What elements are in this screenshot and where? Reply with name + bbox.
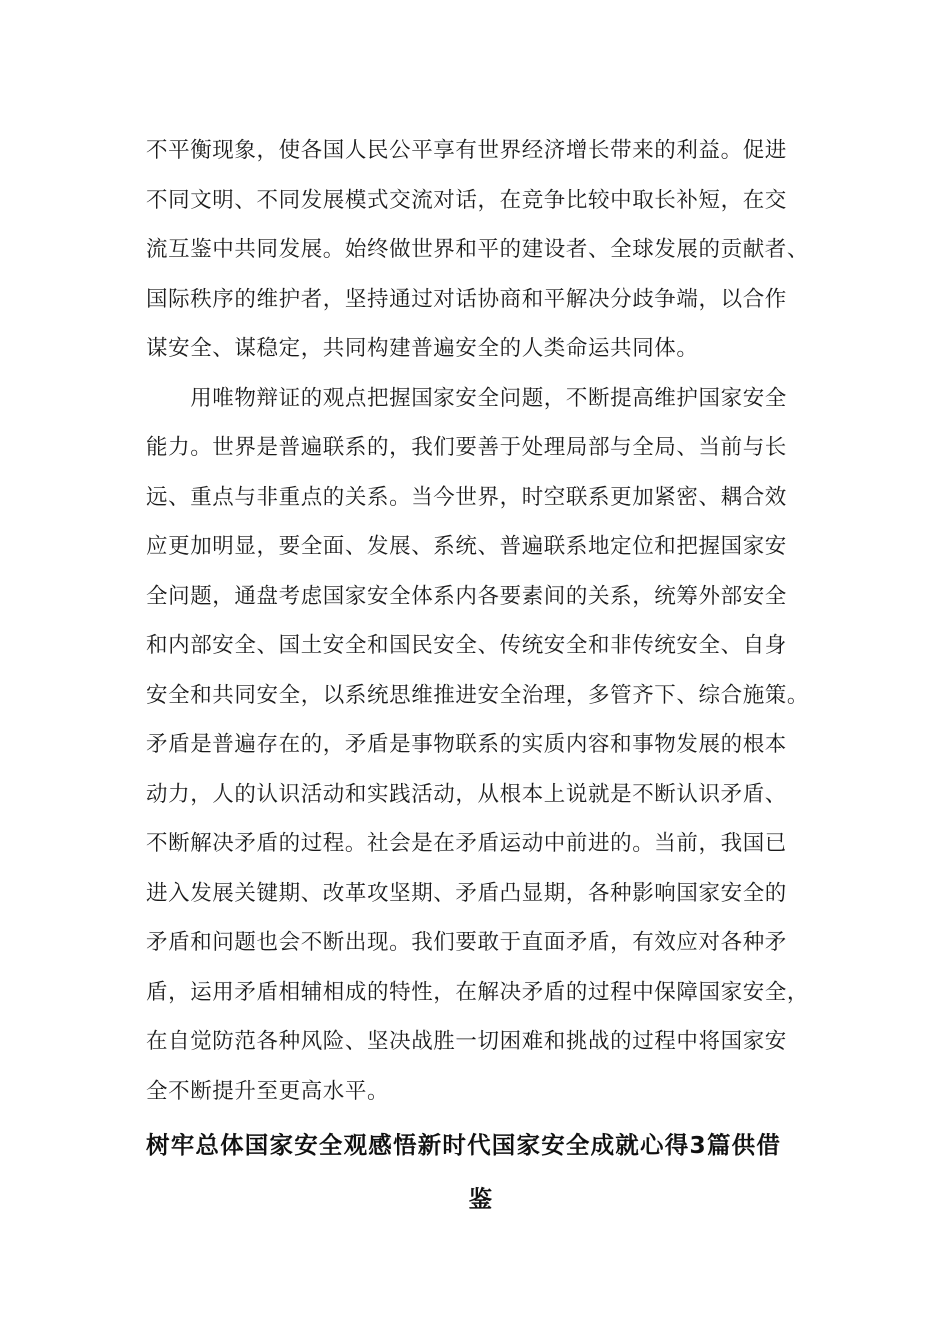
text-line: 和内部安全、国土安全和国民安全、传统安全和非传统安全、自身 (146, 633, 787, 658)
text-line: 全问题，通盘考虑国家安全体系内各要素间的关系，统筹外部安全 (146, 583, 787, 609)
paragraph-2 (146, 374, 816, 1117)
text-line: 流互鉴中共同发展。始终做世界和平的建设者、全球发展的贡献者、 (146, 237, 810, 262)
text-line: 动力，人的认识活动和实践活动，从根本上说就是不断认识矛盾、 (146, 781, 787, 807)
text-line: 盾，运用矛盾相辅相成的特性，在解决矛盾的过程中保障国家安全， (146, 979, 810, 1005)
text-line: 应更加明显，要全面、发展、系统、普遍联系地定位和把握国家安 (146, 534, 787, 559)
text-line: 远、重点与非重点的关系。当今世界，时空联系更加紧密、耦合效 (146, 484, 787, 510)
paragraph-1 (146, 126, 816, 374)
heading-line: 树牢总体国家安全观感悟新时代国家安全成就心得3篇供借 (146, 1131, 782, 1159)
text-line: 国际秩序的维护者，坚持通过对话协商和平解决分歧争端，以合作 (146, 286, 787, 312)
text-line: 不断解决矛盾的过程。社会是在矛盾运动中前进的。当前，我国已 (146, 831, 787, 856)
section-heading (146, 1118, 816, 1226)
text-line: 用唯物辩证的观点把握国家安全问题，不断提高维护国家安全 (146, 385, 787, 411)
text-line: 进入发展关键期、改革攻坚期、矛盾凸显期，各种影响国家安全的 (146, 880, 787, 906)
text-line: 不同文明、不同发展模式交流对话，在竞争比较中取长补短，在交 (146, 187, 787, 213)
text-line: 全不断提升至更高水平。 (146, 1078, 390, 1104)
text-line: 在自觉防范各种风险、坚决战胜一切困难和挑战的过程中将国家安 (146, 1029, 787, 1054)
text-line: 谋安全、谋稳定，共同构建普遍安全的人类命运共同体。 (146, 336, 699, 361)
text-line: 安全和共同安全，以系统思维推进安全治理，多管齐下、综合施策。 (146, 682, 810, 708)
heading-line: 鉴 (468, 1185, 494, 1213)
text-line: 不平衡现象，使各国人民公平享有世界经济增长带来的利益。促进 (146, 138, 787, 163)
text-line: 能力。世界是普遍联系的，我们要善于处理局部与全局、当前与长 (146, 435, 787, 460)
text-line: 矛盾是普遍存在的，矛盾是事物联系的实质内容和事物发展的根本 (146, 732, 787, 757)
body-text (146, 126, 816, 1116)
text-line: 矛盾和问题也会不断出现。我们要敢于直面矛盾，有效应对各种矛 (146, 930, 787, 955)
